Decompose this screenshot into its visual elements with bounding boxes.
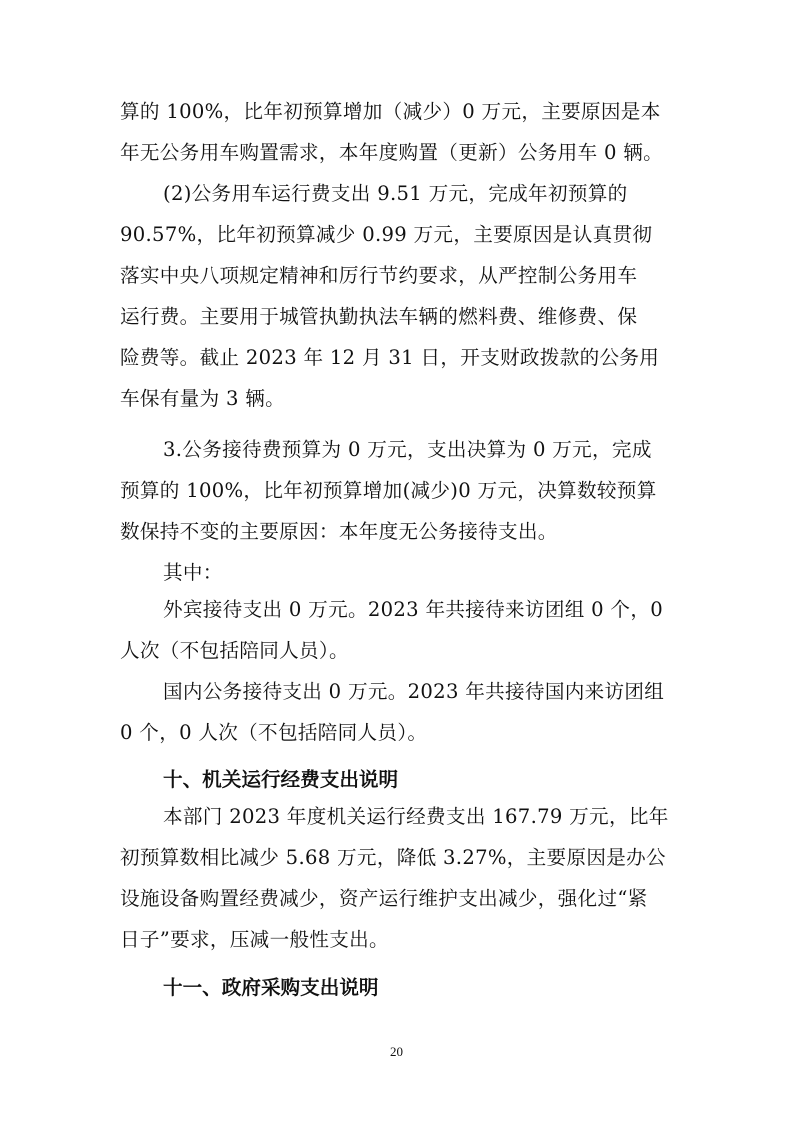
paragraph-line: 人次（不包括陪同人员）。 [120,639,349,662]
page-number: 20 [390,1044,403,1059]
section-heading: 十、机关运行经费支出说明 [163,768,399,791]
paragraph-line: 日子”要求，压减一般性支出。 [120,928,389,951]
paragraph-line: 算的 100%，比年初预算增加（减少）0 万元，主要原因是本 [120,100,661,123]
paragraph-line: 国内公务接待支出 0 万元。2023 年共接待国内来访团组 [163,680,665,703]
paragraph-line: 90.57%，比年初预算减少 0.99 万元，主要原因是认真贯彻 [120,223,653,246]
paragraph-line: 本部门 2023 年度机关运行经费支出 167.79 万元，比年 [163,805,669,828]
paragraph-line: 0 个，0 人次（不包括陪同人员）。 [120,721,428,744]
paragraph-line: 外宾接待支出 0 万元。2023 年共接待来访团组 0 个，0 [163,598,663,621]
paragraph-line: (2)公务用车运行费支出 9.51 万元，完成年初预算的 [163,182,628,205]
paragraph-line: 数保持不变的主要原因：本年度无公务接待支出。 [120,520,558,543]
paragraph-line: 运行费。主要用于城管执勤执法车辆的燃料费、维修费、保 [120,305,638,328]
section-heading: 十一、政府采购支出说明 [163,976,379,999]
paragraph-line: 初预算数相比减少 5.68 万元，降低 3.27%，主要原因是办公 [120,846,666,869]
paragraph-line: 设施设备购置经费减少，资产运行维护支出减少，强化过“紧 [120,887,648,910]
paragraph-line: 3.公务接待费预算为 0 万元，支出决算为 0 万元，完成 [163,438,652,461]
paragraph-line: 年无公务用车购置需求，本年度购置（更新）公务用车 0 辆。 [120,141,664,164]
paragraph-line: 其中： [163,561,223,584]
paragraph-line: 落实中央八项规定精神和厉行节约要求，从严控制公务用车 [120,264,638,287]
paragraph-line: 车保有量为 3 辆。 [120,387,286,410]
paragraph-line: 预算的 100%，比年初预算增加(减少)0 万元，决算数较预算 [120,479,657,502]
paragraph-line: 险费等。截止 2023 年 12 月 31 日，开支财政拨款的公务用 [120,346,660,369]
